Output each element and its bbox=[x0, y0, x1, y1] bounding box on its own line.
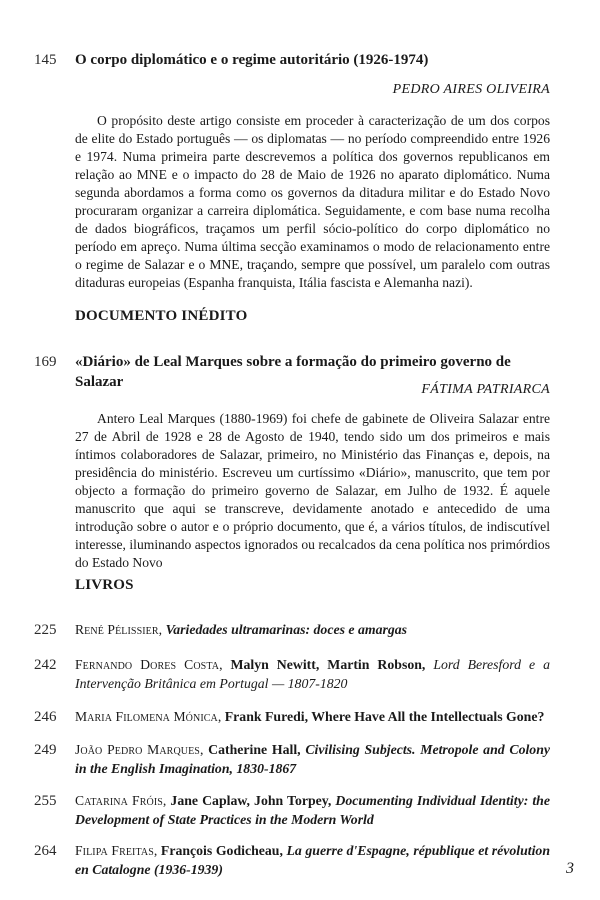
book-title: Civilising Subjects. Metropole and Colony in the English Imagination, 1830-1867 bbox=[75, 742, 550, 776]
reviewer-name: Fernando Dores Costa bbox=[75, 657, 220, 672]
page-number: 145 bbox=[34, 52, 57, 68]
reviewer-name: René Pélissier bbox=[75, 622, 159, 637]
article-abstract: O propósito deste artigo consiste em proceder à caracterização de um dos corpos de elite do Estado português — os diplomatas — no período compreendido entre 1926 e 1974. Numa primeira parte descrevemos a política dos governos republicanos em relação ao MNE e o impacto do 28 de Maio de 1926 no aparato diplomático. Numa segunda abordamos a forma como os governos da ditadura militar e do Estado Novo procuraram organizar a carreira diplomática. Seguidamente, e com base numa recolha de dados biográficos, traçamos um perfil sócio-político do corpo diplomático no período em apreço. Numa última secção examinamos o modo de relacionamento entre o regime de Salazar e o MNE, traçando, sempre que possível, um paralelo com outras ditaduras europeias (Espanha franquista, Itália fascista e Alemanha nazi). bbox=[75, 113, 550, 290]
page-number: 169 bbox=[34, 354, 57, 370]
book-author: François Godicheau, bbox=[160, 843, 283, 858]
section-heading-documento: DOCUMENTO INÉDITO bbox=[75, 308, 248, 324]
page-number: 246 bbox=[34, 709, 57, 725]
separator: , bbox=[217, 709, 225, 724]
folio-page-number: 3 bbox=[566, 860, 574, 877]
book-review-text bbox=[75, 707, 550, 726]
separator: , bbox=[153, 843, 161, 858]
book-review-text bbox=[75, 841, 550, 879]
reviewer-name: Catarina Fróis bbox=[75, 793, 163, 808]
book-title: La guerre d'Espagne, république et révolution en Catalogne (1936-1939) bbox=[75, 843, 550, 877]
page-number: 249 bbox=[34, 742, 57, 758]
page-number: 225 bbox=[34, 622, 57, 638]
separator: , bbox=[199, 742, 209, 757]
book-review-text bbox=[75, 655, 550, 693]
documento-title: «Diário» de Leal Marques sobre a formação do primeiro governo de Salazar bbox=[75, 354, 511, 390]
section-heading-livros: LIVROS bbox=[75, 577, 134, 593]
book-author: Catherine Hall, bbox=[208, 742, 301, 757]
page-number: 255 bbox=[34, 793, 57, 809]
reviewer-name: João Pedro Marques bbox=[75, 742, 200, 757]
book-title: Documenting Individual Identity: the Development of State Practices in the Modern World bbox=[75, 793, 550, 827]
article-author: PEDRO AIRES OLIVEIRA bbox=[392, 82, 550, 97]
book-author: Malyn Newitt, Martin Robson, bbox=[230, 657, 426, 672]
book-title: Variedades ultramarinas: doces e amargas bbox=[165, 622, 408, 637]
book-review-text bbox=[75, 620, 550, 639]
book-title: Lord Beresford e a Intervenção Britânica em Portugal — 1807-1820 bbox=[75, 657, 550, 691]
book-author: Jane Caplaw, John Torpey, bbox=[170, 793, 332, 808]
documento-abstract: Antero Leal Marques (1880-1969) foi chefe de gabinete de Oliveira Salazar entre 27 de Abril de 1928 e 28 de Agosto de 1940, tendo sido um dos primeiros e mais íntimos colaboradores de Salazar, primeiro, no Ministério das Finanças e, depois, na presidência do ministério. Escreveu um curtíssimo «Diário», manuscrito, que tem por objecto a formação do primeiro governo de Salazar, em Julho de 1932. É aquele manuscrito que aqui se transcreve, devidamente anotado e antecedido de uma introdução sobre o autor e o próprio documento, que é, a vários títulos, de indiscutível interesse, iluminando aspectos ignorados ou recalcados da cena política nos primórdios do Estado Novo bbox=[75, 411, 550, 570]
reviewer-name: Filipa Freitas bbox=[75, 843, 154, 858]
separator: , bbox=[158, 622, 166, 637]
page-number: 242 bbox=[34, 657, 57, 673]
documento-author: FÁTIMA PATRIARCA bbox=[421, 382, 550, 397]
article-title: O corpo diplomático e o regime autoritário (1926-1974) bbox=[75, 52, 429, 68]
book-review-text bbox=[75, 791, 550, 829]
book-author-and-title: Frank Furedi, Where Have All the Intellectuals Gone? bbox=[224, 709, 545, 724]
separator: , bbox=[219, 657, 231, 672]
separator: , bbox=[162, 793, 171, 808]
book-review-text bbox=[75, 740, 550, 778]
reviewer-name: Maria Filomena Mónica bbox=[75, 709, 218, 724]
page-number: 264 bbox=[34, 843, 57, 859]
